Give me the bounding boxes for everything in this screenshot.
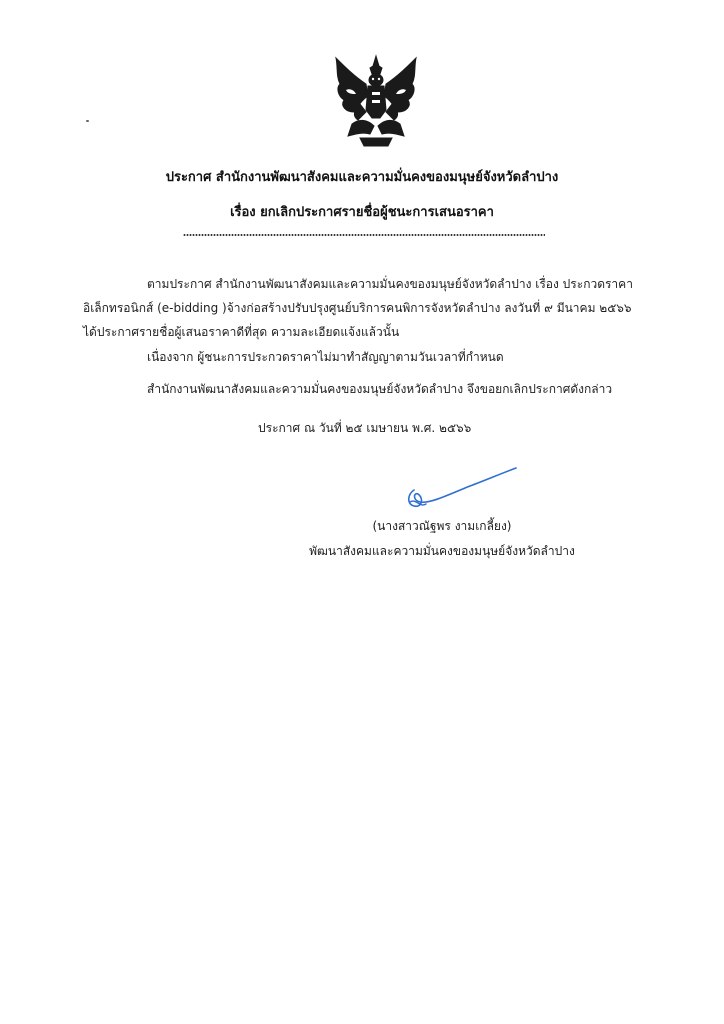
- paragraph3: สำนักงานพัฒนาสังคมและความมั่นคงของมนุษย์จังหวัดลำปาง จึงขอยกเลิกประกาศดังกล่าว: [147, 382, 613, 396]
- scan-speck: [86, 120, 89, 122]
- dotted-divider: [183, 234, 545, 236]
- paragraph1-line2: อิเล็กทรอนิกส์ (e-bidding )จ้างก่อสร้างปรับปรุงศูนย์บริการคนพิการจังหวัดลำปาง ลงวันที่ ๙ มีนาคม ๒๕๖๖: [83, 301, 632, 315]
- handwritten-signature-icon: [400, 464, 520, 512]
- announcement-date: ประกาศ ณ วันที่ ๒๕ เมษายน พ.ศ. ๒๕๖๖: [258, 421, 472, 435]
- paragraph1-line1: ตามประกาศ สำนักงานพัฒนาสังคมและความมั่นคงของมนุษย์จังหวัดลำปาง เรื่อง ประกวดราคา: [147, 277, 633, 291]
- signer-position: พัฒนาสังคมและความมั่นคงของมนุษย์จังหวัดลำปาง: [309, 544, 575, 558]
- announcement-subject: เรื่อง ยกเลิกประกาศรายชื่อผู้ชนะการเสนอราคา: [230, 205, 494, 220]
- signer-name: (นางสาวณัฐพร งามเกลี้ยง): [372, 519, 512, 533]
- paragraph2: เนื่องจาก ผู้ชนะการประกวดราคาไม่มาทำสัญญาตามวันเวลาที่กำหนด: [147, 350, 504, 364]
- paragraph1-line3: ได้ประกาศรายชื่อผู้เสนอราคาดีที่สุด ความละเอียดแจ้งแล้วนั้น: [83, 325, 400, 339]
- announcement-title: ประกาศ สำนักงานพัฒนาสังคมและความมั่นคงของมนุษย์จังหวัดลำปาง: [165, 170, 559, 185]
- garuda-emblem-icon: [330, 54, 422, 152]
